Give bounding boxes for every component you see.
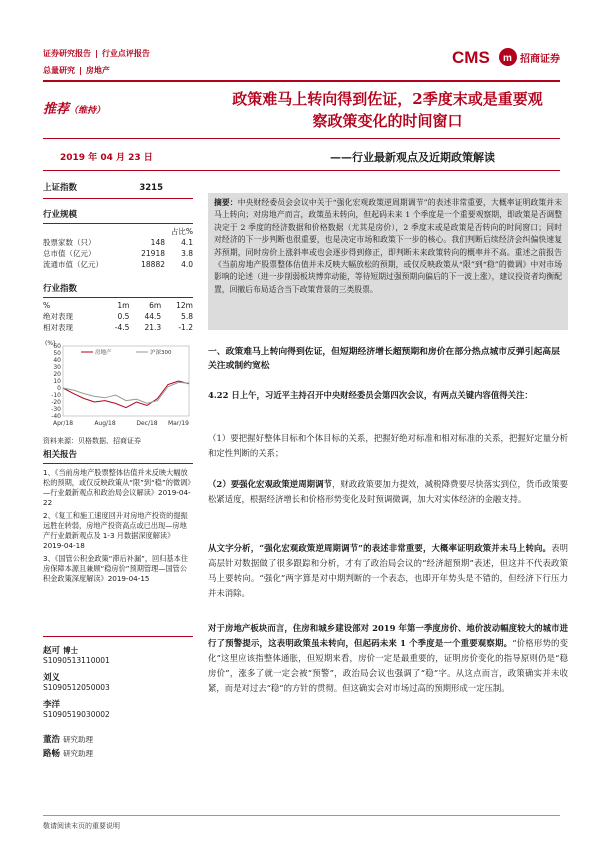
legend-label: 沪深300 xyxy=(150,350,172,356)
y-unit-label: (%) xyxy=(45,340,56,347)
report-title xyxy=(205,88,570,132)
y-tick-label: 0 xyxy=(57,385,61,392)
title-rule xyxy=(43,138,560,139)
header-separator: | xyxy=(95,49,98,58)
rating-main: 推荐 xyxy=(43,102,70,117)
logo-graphic xyxy=(452,43,562,73)
y-tick-label: 50 xyxy=(53,350,61,357)
series-line xyxy=(63,382,189,403)
analyst: 刘义 xyxy=(43,673,61,683)
logo-latin: CMS xyxy=(452,48,490,67)
footer-rule xyxy=(43,815,560,816)
subtitle-rule xyxy=(43,170,560,171)
series-line xyxy=(63,381,189,408)
summary-label: 摘要： xyxy=(214,198,238,207)
perf-title: 行业指数 xyxy=(43,284,78,294)
scale-row: 股票家数（只） 148 4.1 xyxy=(43,238,193,247)
related-report-item[interactable]: 2、《复工和施工速度回升对房地产投资的提振远胜在转弱，房地产投资高点或已出现—房地产行业最新观点及 1-3 月数据深度解读》2019-04-18 xyxy=(43,511,188,550)
y-tick-label: -30 xyxy=(51,406,61,413)
company-logo xyxy=(452,43,562,73)
y-tick-label: 40 xyxy=(53,357,61,364)
index-value: 3215 xyxy=(139,183,163,193)
industry-performance xyxy=(43,282,193,333)
industry-scale xyxy=(43,208,193,270)
research-type: 总量研究 xyxy=(43,66,75,75)
paragraph: 对于房地产板块而言，住房和城乡建设部对 2019 年第一季度房价、地价波动幅度较大的城市进行了预警提示，这表明政策虽未转向，但起码未来 1 个季度是一个重要观察期。“价格形势的变化”这里应该指整体通胀，但短期来看，房价一定是最重要的，证明房价变化的指导原则仍是“稳房价”，涨多了就一定会被“预警”，政治局会议也强调了“稳”字。从这点而言，政策确实并未收紧，而是对过去“稳”的方针的贯彻。但这确实会对市场过高的预期形成一定压制。 xyxy=(208,623,569,693)
y-tick-label: 10 xyxy=(53,378,61,385)
y-tick-label: 60 xyxy=(53,343,61,350)
section-heading: 一、政策难马上转向得到佐证，但短期经济增长超预期和房价在部分热点城市反弹引起高层关注或制约宽松 xyxy=(208,347,560,371)
paragraph: 从文字分析，“强化宏观政策逆周期调节”的表述非常重要，大概率证明政策并未马上转向。表明高层针对数据做了很多跟踪和分析，才有了政治局会议的“经济超预期”表述，但这并不代表政策马上要转向。“强化”两字算是对中期判断的一个表态，也即开年势头是不错的，但经济下行压力并未消除。 xyxy=(208,543,568,598)
assistant: 董浩 研究助理 xyxy=(43,735,93,745)
analyst: 李洋 xyxy=(43,700,61,710)
summary-text: 中央财经委员会会议中关于“强化宏观政策逆周期调节”的表述非常重要，大概率证明政策并未马上转向；对房地产而言，政策虽未转向，但起码未来 1 个季度是一个重要观察期，即政策是否调整决定于 2 季度的经济数据和价格数据（尤其是房价），2 季度末或是政策是否转向的时间窗口；同时对经济的下一步判断也很重要，也是决定市场和政策下一步的核心。我们判断后续经济会纠偏快速复苏预期，同时房价上涨斜率或也会逐步得到修正，即判断未来政策转向的概率并不高。重述之前报告《当前房地产股票整体估值并未反映大幅放松的预期，或仅反映政策从“限”到“稳”的微调》中对市场影响的论述（进一步削弱板块博弈动能，等待短期过强预期向偏后的下一波上涨），建议投资者均衡配置，回撤后布局适合当下政策背景的三类股票。 xyxy=(214,198,563,294)
scale-title: 行业规模 xyxy=(43,210,78,220)
x-tick-label: Dec/18 xyxy=(136,420,158,427)
scale-row: 流通市值（亿元） 18882 4.0 xyxy=(43,260,193,269)
perf-row: 绝对表现 0.5 44.5 5.8 xyxy=(43,312,193,321)
related-report-item[interactable]: 3、《国管公积金政策“滞后补漏”，回归基本住房保障本源且兼顾“稳房价”预期管理—国管公积金政策深度解读》2019-04-15 xyxy=(43,554,188,583)
header-line2 xyxy=(43,65,110,76)
analyst: 赵可 博士 xyxy=(43,646,78,656)
title-line2: 察政策变化的时间窗口 xyxy=(312,112,463,130)
header-line1 xyxy=(43,48,150,59)
footer-note: 敬请阅读末页的重要说明 xyxy=(43,822,120,830)
header-separator: | xyxy=(79,66,82,75)
perf-header: % 1m 6m 12m xyxy=(43,301,193,310)
y-tick-label: 30 xyxy=(53,364,61,371)
paragraph: （2）要强化宏观政策逆周期调节，财政政策要加力提效，减税降费要尽快落实到位，货币政策要松紧适度，根据经济增长和价格形势变化及时预调微调，加大对实体经济的金融支持。 xyxy=(208,479,569,504)
analyst-id: S1090519030002 xyxy=(43,710,110,719)
report-type: 证券研究报告 xyxy=(43,49,91,58)
related-report-item[interactable]: 1、《当前房地产股票整体估值并未反映大幅放松的预期，或仅反映政策从“限”到“稳”的微调》—行业最新观点和政治局会议解读》2019-04-22 xyxy=(43,468,191,507)
logo-emblem-mark: m xyxy=(503,53,512,64)
index-chart-svg xyxy=(43,338,193,430)
analyst-id: S1090513110001 xyxy=(43,656,110,665)
x-tick-label: Mar/19 xyxy=(168,420,189,427)
related-reports xyxy=(43,450,193,584)
index-row xyxy=(43,183,193,194)
summary-box xyxy=(208,193,568,330)
header-rule xyxy=(43,80,560,82)
rating-note: （维持） xyxy=(69,106,106,116)
analyst-id: S1090512050003 xyxy=(43,683,110,692)
x-tick-label: Aug/18 xyxy=(94,420,116,427)
report-subtype: 行业点评报告 xyxy=(101,49,150,58)
y-tick-label: -10 xyxy=(51,392,61,399)
chart-source: 资料来源：贝格数据、招商证券 xyxy=(43,437,141,445)
left-rule xyxy=(43,463,193,464)
index-label: 上证指数 xyxy=(43,183,78,193)
index-chart xyxy=(43,338,193,430)
paragraph: 4.22 日上午，习近平主持召开中央财经委员会第四次会议，有两点关键内容值得关注： xyxy=(208,390,533,400)
x-tick-label: Apr/18 xyxy=(52,420,74,427)
related-title: 相关报告 xyxy=(43,450,78,460)
scale-header: 占比% xyxy=(170,227,193,236)
perf-row: 相对表现 -4.5 21.3 -1.2 xyxy=(43,323,193,332)
y-tick-label: 20 xyxy=(53,371,61,378)
title-line1: 政策难马上转向得到佐证，2季度末或是重要观 xyxy=(232,90,543,108)
industry-name: 房地产 xyxy=(85,66,110,75)
y-tick-label: -40 xyxy=(51,413,61,420)
y-tick-label: -20 xyxy=(51,399,61,406)
assistant: 路畅 研究助理 xyxy=(43,749,93,759)
left-rule xyxy=(43,223,193,224)
rating xyxy=(43,98,105,117)
analysts xyxy=(43,638,193,759)
chart-frame xyxy=(63,346,189,416)
left-rule xyxy=(43,297,193,298)
paragraph: （1）要把握好整体目标和个体目标的关系，把握好绝对标准和相对标准的关系，把握好定量分析和定性判断的关系； xyxy=(208,433,568,458)
report-subtitle: ——行业最新观点及近期政策解读 xyxy=(330,151,495,164)
legend-label: 房地产 xyxy=(95,350,112,356)
left-rule xyxy=(43,198,193,199)
scale-row: 总市值（亿元） 21918 3.8 xyxy=(43,249,193,258)
report-date: 2019 年 04 月 23 日 xyxy=(60,153,153,163)
left-rule xyxy=(43,636,193,637)
logo-cn: 招商证券 xyxy=(520,54,560,65)
